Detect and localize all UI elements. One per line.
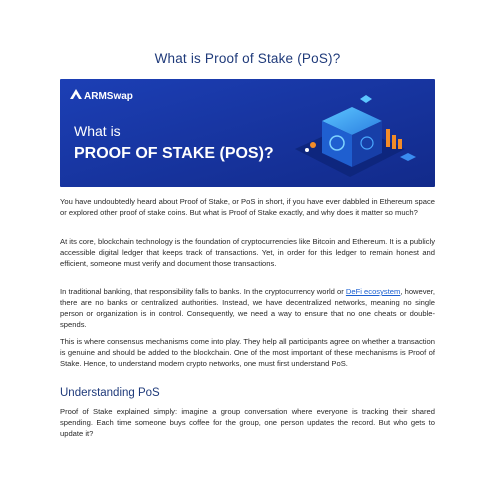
banner-graphic bbox=[60, 79, 435, 187]
paragraph-consensus: This is where consensus mechanisms come into play. They help all participants agree on whether a transaction is genuine and should be added to the blockchain. One of the most important of these mechanisms is Proof of Stake. Hence, to understand modern crypto networks, one must first understand PoS. bbox=[60, 337, 435, 368]
paragraph-banking bbox=[60, 286, 435, 330]
logo-text: ARMSwap bbox=[84, 91, 133, 102]
hero-banner bbox=[60, 79, 435, 187]
page-title: What is Proof of Stake (PoS)? bbox=[154, 51, 341, 66]
paragraph-blockchain: At its core, blockchain technology is the foundation of cryptocurrencies like Bitcoin and Ethereum. It is a publicly accessible digital ledger that keeps track of transactions. Yet, in order for this ledger to remain honest and efficient, someone must verify and document those transactions. bbox=[60, 237, 435, 268]
section-heading: Understanding PoS bbox=[60, 387, 160, 399]
banner-line1: What is bbox=[74, 123, 121, 139]
paragraph-intro: You have undoubtedly heard about Proof of Stake, or PoS in short, if you have ever dabbled in Ethereum space or explored other proof of stake coins. But what is Proof of Stake exactly, and why does it matter so much? bbox=[60, 197, 435, 217]
p3-text-after: , however, there are no banks or centralized authorities. Instead, we have decentralized networks, meaning no single person or organization is in control. Consequently, we need a way to ensure that no one cheats or double-spends. bbox=[60, 287, 435, 329]
banner-line2: PROOF OF STAKE (POS)? bbox=[74, 145, 274, 162]
paragraph-understanding: Proof of Stake explained simply: imagine a group conversation where everyone is tracking their shared spending. Each time someone buys coffee for the group, one person updates the record. But who gets to update it? bbox=[60, 407, 435, 438]
p3-text-before: In traditional banking, that responsibility falls to banks. In the cryptocurrency world or bbox=[60, 287, 346, 296]
defi-ecosystem-link[interactable]: DeFi ecosystem bbox=[345, 287, 401, 296]
